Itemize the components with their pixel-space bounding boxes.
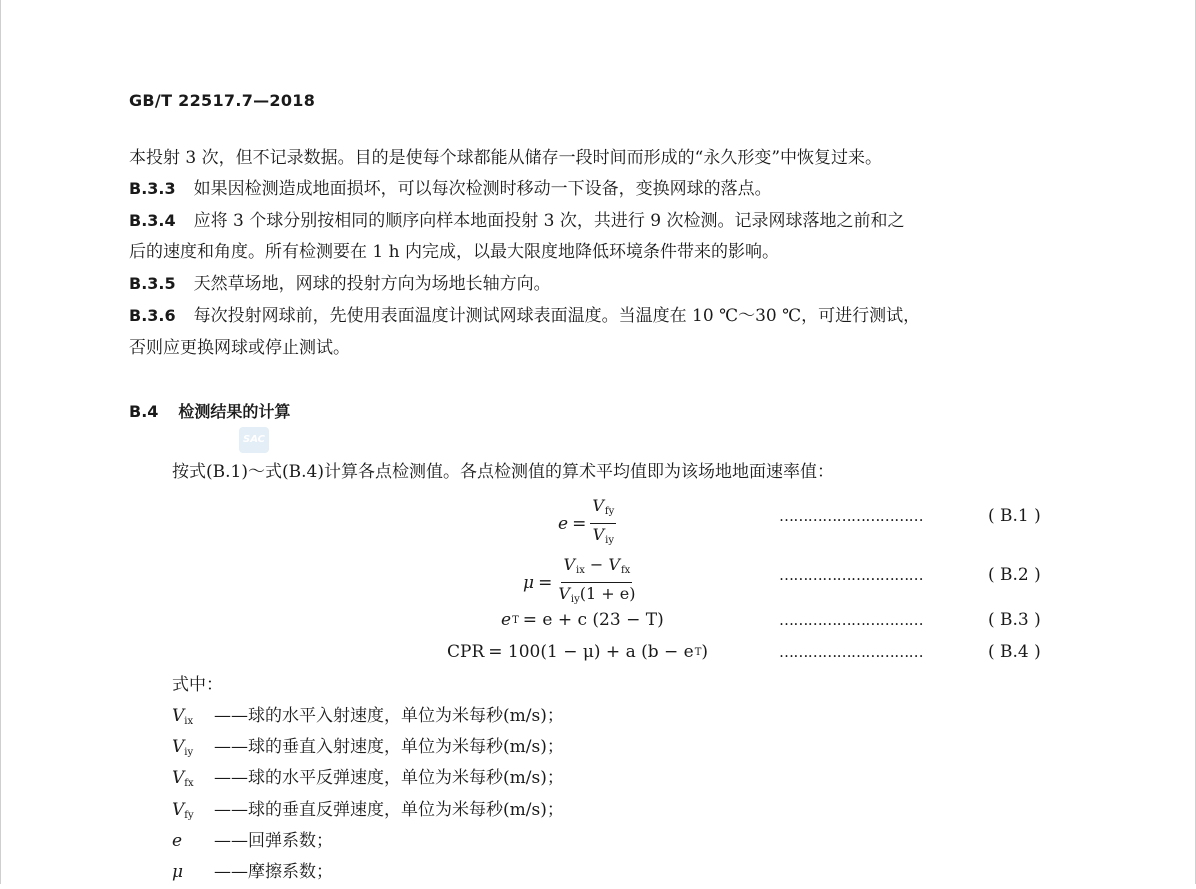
equation-b2	[1, 555, 1196, 605]
where-label: 式中：	[172, 675, 223, 695]
leader-dots: …………………………	[779, 566, 924, 584]
sac-watermark-logo: SAC	[239, 427, 269, 453]
definition-text: ——球的垂直入射速度，单位为米每秒(m/s)；	[214, 737, 564, 757]
equation-lhs: e	[558, 513, 569, 534]
section-title: 检测结果的计算	[178, 402, 291, 421]
clause-b34-continued	[129, 241, 779, 263]
definition-item	[172, 830, 333, 858]
paragraph-text: 本投射 3 次，但不记录数据。目的是使每个球都能从储存一段时间而形成的“永久形变”中恢复过来。	[129, 148, 883, 168]
equals-sign: =	[572, 513, 587, 534]
definition-item	[172, 767, 564, 795]
clause-b33	[129, 178, 772, 200]
leader-dots: …………………………	[779, 611, 924, 629]
definition-text: ——回弹系数；	[214, 831, 333, 851]
definition-symbol: μ	[172, 862, 184, 882]
equation-rhs: = 100(1 − μ) + a (b − e	[488, 642, 694, 662]
definition-symbol: $V_{fy}$	[172, 800, 194, 821]
clause-text: 后的速度和角度。所有检测要在 1 h 内完成，以最大限度地降低环境条件带来的影响。	[129, 242, 779, 262]
definition-item	[172, 705, 564, 733]
equation-lhs: e	[501, 610, 512, 630]
definition-symbol: e	[172, 831, 183, 851]
equation-number: ( B.3 )	[988, 610, 1041, 630]
clause-number: B.3.4	[129, 211, 176, 230]
section-number: B.4	[129, 402, 159, 421]
fraction-denominator: $V_{iy}(1 + e)$	[558, 584, 636, 605]
definition-item	[172, 736, 564, 764]
equals-sign: =	[538, 572, 553, 593]
fraction	[590, 496, 616, 551]
definition-text: ——球的水平入射速度，单位为米每秒(m/s)；	[214, 706, 564, 726]
section-heading	[129, 399, 290, 422]
clause-number: B.3.3	[129, 179, 176, 198]
clause-text: 天然草场地，网球的投射方向为场地长轴方向。	[193, 274, 551, 294]
clause-number: B.3.6	[129, 306, 176, 325]
definition-symbol: $V_{iy}$	[172, 737, 194, 758]
clause-text: 应将 3 个球分别按相同的顺序向样本地面投射 3 次，共进行 9 次检测。记录网球落地之前和之	[193, 211, 905, 231]
clause-b35	[129, 273, 551, 295]
fraction	[556, 555, 637, 610]
equation-lhs: μ	[523, 572, 535, 593]
clause-text: 否则应更换网球或停止测试。	[129, 338, 350, 358]
paragraph-continuation	[129, 147, 882, 169]
definition-text: ——球的垂直反弹速度，单位为米每秒(m/s)；	[214, 800, 564, 820]
equation-lhs: CPR	[447, 642, 485, 662]
equation-formula	[447, 642, 708, 662]
fraction-numerator: $V_{fy}$	[590, 496, 616, 524]
clause-b34	[129, 210, 905, 232]
leader-dots: …………………………	[779, 643, 924, 661]
equation-formula	[501, 610, 664, 630]
equation-number: ( B.1 )	[988, 506, 1041, 526]
clause-number: B.3.5	[129, 274, 176, 293]
equation-number: ( B.4 )	[988, 642, 1041, 662]
clause-b36-continued	[129, 337, 350, 359]
equation-rhs: = e + c (23 − T)	[522, 610, 664, 630]
definition-symbol: $V_{ix}$	[172, 706, 194, 727]
equation-rhs-tail: )	[701, 642, 709, 662]
leader-dots: …………………………	[779, 507, 924, 525]
equation-b1	[1, 496, 1196, 546]
equation-number: ( B.2 )	[988, 565, 1041, 585]
definition-text: ——摩擦系数；	[214, 862, 333, 882]
definition-symbol: $V_{fx}$	[172, 768, 194, 789]
equation-formula	[558, 496, 616, 551]
clause-text: 如果因检测造成地面损坏，可以每次检测时移动一下设备，变换网球的落点。	[193, 179, 772, 199]
clause-text: 每次投射网球前，先使用表面温度计测试网球表面温度。当温度在 10 ℃～30 ℃，可进行测试，	[193, 306, 921, 326]
equation-formula	[523, 555, 637, 610]
equation-lhs-subscript: T	[512, 614, 519, 626]
definition-text: ——球的水平反弹速度，单位为米每秒(m/s)；	[214, 768, 564, 788]
equation-rhs-subscript: T	[694, 646, 702, 658]
definition-item	[172, 861, 333, 889]
definition-item	[172, 799, 564, 827]
clause-b36	[129, 305, 920, 327]
fraction-denominator: $V_{iy}$	[592, 525, 614, 546]
section-intro: 按式(B.1)～式(B.4)计算各点检测值。各点检测值的算术平均值即为该场地地面速率值：	[172, 462, 834, 482]
standard-code-header: GB/T 22517.7—2018	[129, 91, 316, 110]
fraction-numerator: $V_{ix} - V_{fx}$	[561, 555, 632, 583]
